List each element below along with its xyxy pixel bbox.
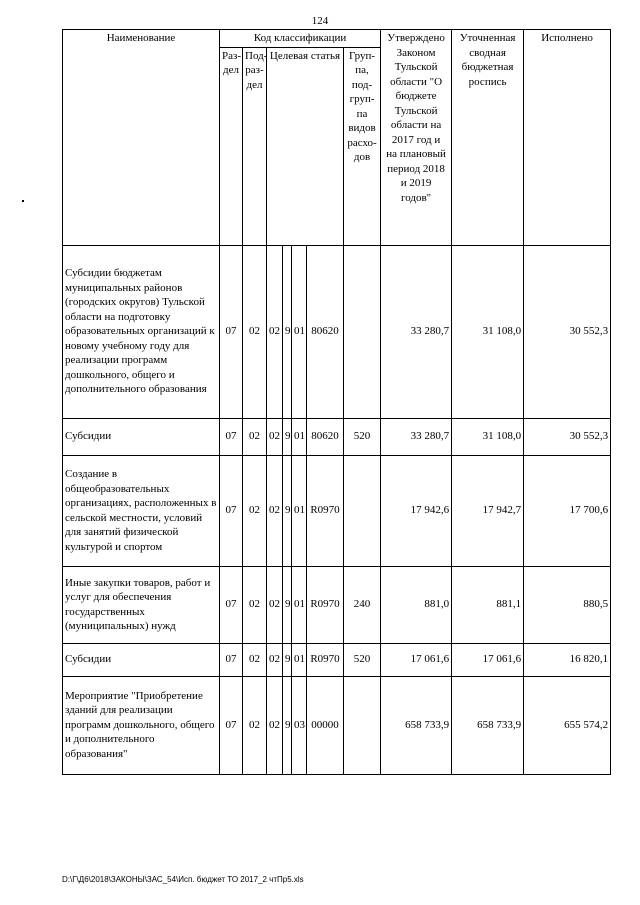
row-section: 07 [220,455,243,566]
header-subsection: Под- раз- дел [243,47,267,245]
header-expense-group: Груп- па, под- груп- па видов расхо- дов [344,47,381,245]
row-ts-program: 02 [267,245,283,418]
row-ts-direction: 80620 [307,418,344,455]
row-ts-program: 02 [267,566,283,643]
row-section: 07 [220,643,243,676]
row-ts-direction: 00000 [307,676,344,774]
row-approved: 881,0 [381,566,452,643]
header-row-1 [63,30,611,48]
row-subsection: 02 [243,676,267,774]
row-ts-event: 01 [292,455,307,566]
table-row [63,245,611,418]
row-ts-event: 01 [292,418,307,455]
row-ts-event: 03 [292,676,307,774]
row-ts-direction: 80620 [307,245,344,418]
row-ts-direction: R0970 [307,566,344,643]
budget-table [62,29,611,775]
row-name: Субсидии [63,643,220,676]
row-ts-subprogram: 9 [283,643,292,676]
header-approved: Утверждено Законом Тульской области "О бюджете Тульской области на 2017 год и на плановый период 2018 и 2019 годов" [381,30,452,246]
row-subsection: 02 [243,643,267,676]
row-ts-subprogram: 9 [283,245,292,418]
row-ts-program: 02 [267,643,283,676]
row-refined: 31 108,0 [452,245,524,418]
row-section: 07 [220,676,243,774]
row-ts-program: 02 [267,418,283,455]
row-name: Субсидии бюджетам муниципальных районов (городских округов) Тульской области на подготовку образовательных организаций к новому учебному году для реализации программ дошкольного, общего и дополнительного образования [63,245,220,418]
row-group [344,455,381,566]
row-group: 520 [344,643,381,676]
row-ts-event: 01 [292,566,307,643]
row-executed: 16 820,1 [524,643,611,676]
row-ts-program: 02 [267,455,283,566]
row-approved: 658 733,9 [381,676,452,774]
row-approved: 17 061,6 [381,643,452,676]
row-name: Мероприятие "Приобретение зданий для реализации программ дошкольного, общего и дополнительного образования" [63,676,220,774]
row-subsection: 02 [243,455,267,566]
page-number: 124 [311,15,329,27]
row-refined: 658 733,9 [452,676,524,774]
row-approved: 33 280,7 [381,245,452,418]
row-name: Создание в общеобразовательных организациях, расположенных в сельской местности, условий для занятий физической культурой и спортом [63,455,220,566]
row-name: Субсидии [63,418,220,455]
row-ts-direction: R0970 [307,455,344,566]
table-row [63,643,611,676]
header-section: Раз- дел [220,47,243,245]
row-executed: 17 700,6 [524,455,611,566]
row-section: 07 [220,566,243,643]
row-ts-program: 02 [267,676,283,774]
row-group: 240 [344,566,381,643]
row-executed: 30 552,3 [524,418,611,455]
row-ts-subprogram: 9 [283,418,292,455]
row-refined: 17 061,6 [452,643,524,676]
footer-file-path: D:\Г\Д6\2018\ЗАКОНЫ\ЗАС_54\Исп. бюджет ТО 2017_2 чтПр5.xls [62,875,304,884]
row-ts-direction: R0970 [307,643,344,676]
scan-speck [22,200,24,202]
header-refined: Уточненная сводная бюджетная роспись [452,30,524,246]
row-name: Иные закупки товаров, работ и услуг для обеспечения государственных (муниципальных) нужд [63,566,220,643]
row-refined: 17 942,7 [452,455,524,566]
row-subsection: 02 [243,566,267,643]
row-executed: 880,5 [524,566,611,643]
row-section: 07 [220,245,243,418]
row-ts-subprogram: 9 [283,566,292,643]
row-executed: 655 574,2 [524,676,611,774]
row-approved: 33 280,7 [381,418,452,455]
row-refined: 31 108,0 [452,418,524,455]
row-group [344,676,381,774]
table-row [63,566,611,643]
row-approved: 17 942,6 [381,455,452,566]
table-row [63,455,611,566]
row-subsection: 02 [243,245,267,418]
row-ts-subprogram: 9 [283,455,292,566]
row-ts-event: 01 [292,245,307,418]
header-target-article: Целевая статья [267,47,344,245]
row-group: 520 [344,418,381,455]
row-section: 07 [220,418,243,455]
row-refined: 881,1 [452,566,524,643]
header-classification-code: Код классификации [220,30,381,48]
header-executed: Исполнено [524,30,611,246]
row-group [344,245,381,418]
row-ts-subprogram: 9 [283,676,292,774]
table-row [63,418,611,455]
row-ts-event: 01 [292,643,307,676]
row-executed: 30 552,3 [524,245,611,418]
row-subsection: 02 [243,418,267,455]
table-row [63,676,611,774]
header-name: Наименование [63,30,220,246]
